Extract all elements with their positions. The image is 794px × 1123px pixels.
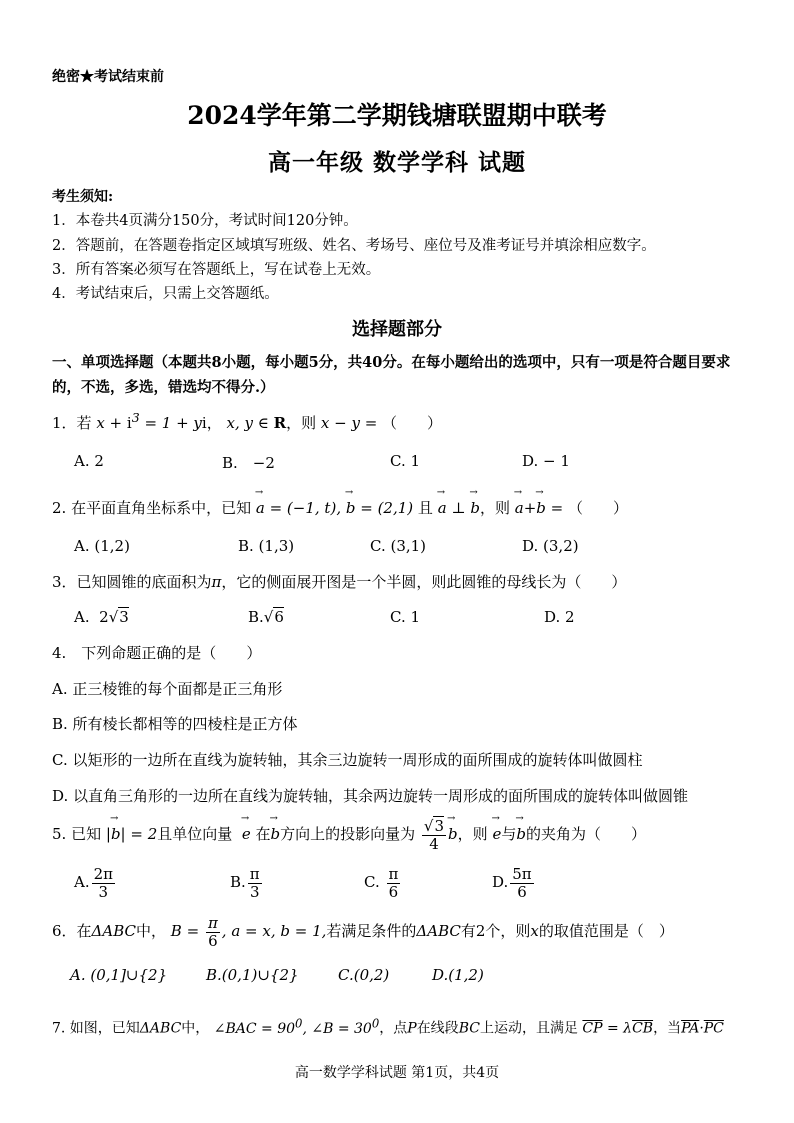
notice-heading: 考生须知: <box>52 189 114 205</box>
q1-domain: x, y ∈ R <box>226 414 287 432</box>
q1-text: 1．若 <box>52 414 92 432</box>
page-footer: 高一数学学科试题 第1页，共4页 <box>294 1065 500 1081</box>
q4-option-d: D. 以直角三角形的一边所在直线为旋转轴，其余两边旋转一周形成的面所围成的旋转体叫做圆锥 <box>52 787 689 805</box>
question-1: 1．若 $x + i^3 = 1$ + yi， x, y ∈ R，则 x − y = （ ） <box>52 410 443 432</box>
q6-option-d: D.(1,2) <box>432 966 484 984</box>
notice-item: 4．考试结束后，只需上交答题纸。 <box>52 286 279 302</box>
q1-option-d: D. − 1 <box>522 452 570 470</box>
q2-vectors: → a = (−1, t), → b = (2,1) <box>256 499 413 517</box>
q5-option-c: C. $\frac{\pi}{6}$ <box>364 865 399 901</box>
q2-option-a: A. (1,2) <box>74 537 130 555</box>
question-4: 4. 下列命题正确的是（ ） <box>52 644 262 662</box>
q5-option-d: D. $\frac{5\pi}{6}$ <box>492 865 532 901</box>
exam-subtitle: 高一年级 数学学科 试题 <box>267 149 526 176</box>
q5-option-a: A. $\frac{2\pi}{3}$ <box>74 865 114 901</box>
q6-option-a: A. (0,1]∪{2} <box>70 966 168 984</box>
part-instructions: 一、单项选择题（本题共8小题，每小题5分，共40分。在每小题给出的选项中，只有一项是符合题目要求的，不选，多选，错选均不得分.） <box>52 354 731 396</box>
q1-option-a: A. 2 <box>74 452 104 470</box>
q2-option-d: D. (3,2) <box>522 537 579 555</box>
exam-title: 2024学年第二学期钱塘联盟期中联考 <box>187 101 607 130</box>
q5-option-b: B. $\frac{\pi}{3}$ <box>230 865 260 901</box>
q6-option-c: C.(0,2) <box>338 966 390 984</box>
question-3: 3．已知圆锥的底面积为π，它的侧面展开图是一个半圆，则此圆锥的母线长为（ ） <box>52 573 627 591</box>
notice-item: 2．答题前，在答题卷指定区域填写班级、姓名、考场号、座位号及准考证号并填涂相应数字。 <box>52 238 656 254</box>
q2-option-b: B. (1,3) <box>238 537 295 555</box>
q3-option-d: D. 2 <box>544 608 575 626</box>
q1-formula: $x + i^3 = 1$ + yi <box>96 410 207 432</box>
confidential-label: 绝密★考试结束前 <box>52 69 164 85</box>
q2-option-c: C. (3,1) <box>370 537 427 555</box>
section-title: 选择题部分 <box>352 319 442 340</box>
q6-option-b: B.(0,1)∪{2} <box>206 966 299 984</box>
notice-item: 1．本卷共4页满分150分，考试时间120分钟。 <box>52 213 358 229</box>
q1-option-c: C. 1 <box>390 452 421 470</box>
question-6: 6．在ΔABC中， B = $\frac{\pi}{6}$ , a = x, b = 1,若满足条件的ΔABC有2个，则x的取值范围是（ ） <box>52 914 674 950</box>
question-2: 2. 在平面直角坐标系中，已知 → a = (−1, t), → b = (2,1) 且 → a ⊥ → b，则 → a+→ b = （ ） <box>52 497 628 518</box>
notice-item: 3．所有答案必须写在答题纸上，写在试卷上无效。 <box>52 262 381 278</box>
q3-option-b: B.√6 <box>248 608 284 626</box>
question-5: 5. 已知 |→ b| = 2且单位向量 → e 在→ b方向上的投影向量为 $\frac{√3}{4}$ → b，则 → e与→ b的夹角为（ ） <box>52 818 646 852</box>
q1-option-b: B. −2 <box>222 454 275 472</box>
q4-option-b: B. 所有棱长都相等的四棱柱是正方体 <box>52 715 298 733</box>
q3-option-c: C. 1 <box>390 608 421 626</box>
q1-expr: x − y = <box>320 414 378 432</box>
q4-option-a: A. 正三棱锥的每个面都是正三角形 <box>52 680 283 698</box>
q4-option-c: C. 以矩形的一边所在直线为旋转轴，其余三边旋转一周形成的面所围成的旋转体叫做圆柱 <box>52 751 643 769</box>
question-7: 7. 如图，已知ΔABC中， ∠BAC = $90^0$, ∠B = $30^0$，点P在线段BC上运动，且满足 $\overline{CP} = \lambda\overline{CB}$，当$\overline{PA}\cdot\overline{PC}$ <box>52 1016 724 1037</box>
q3-option-a: A. 2√3 <box>74 608 129 626</box>
